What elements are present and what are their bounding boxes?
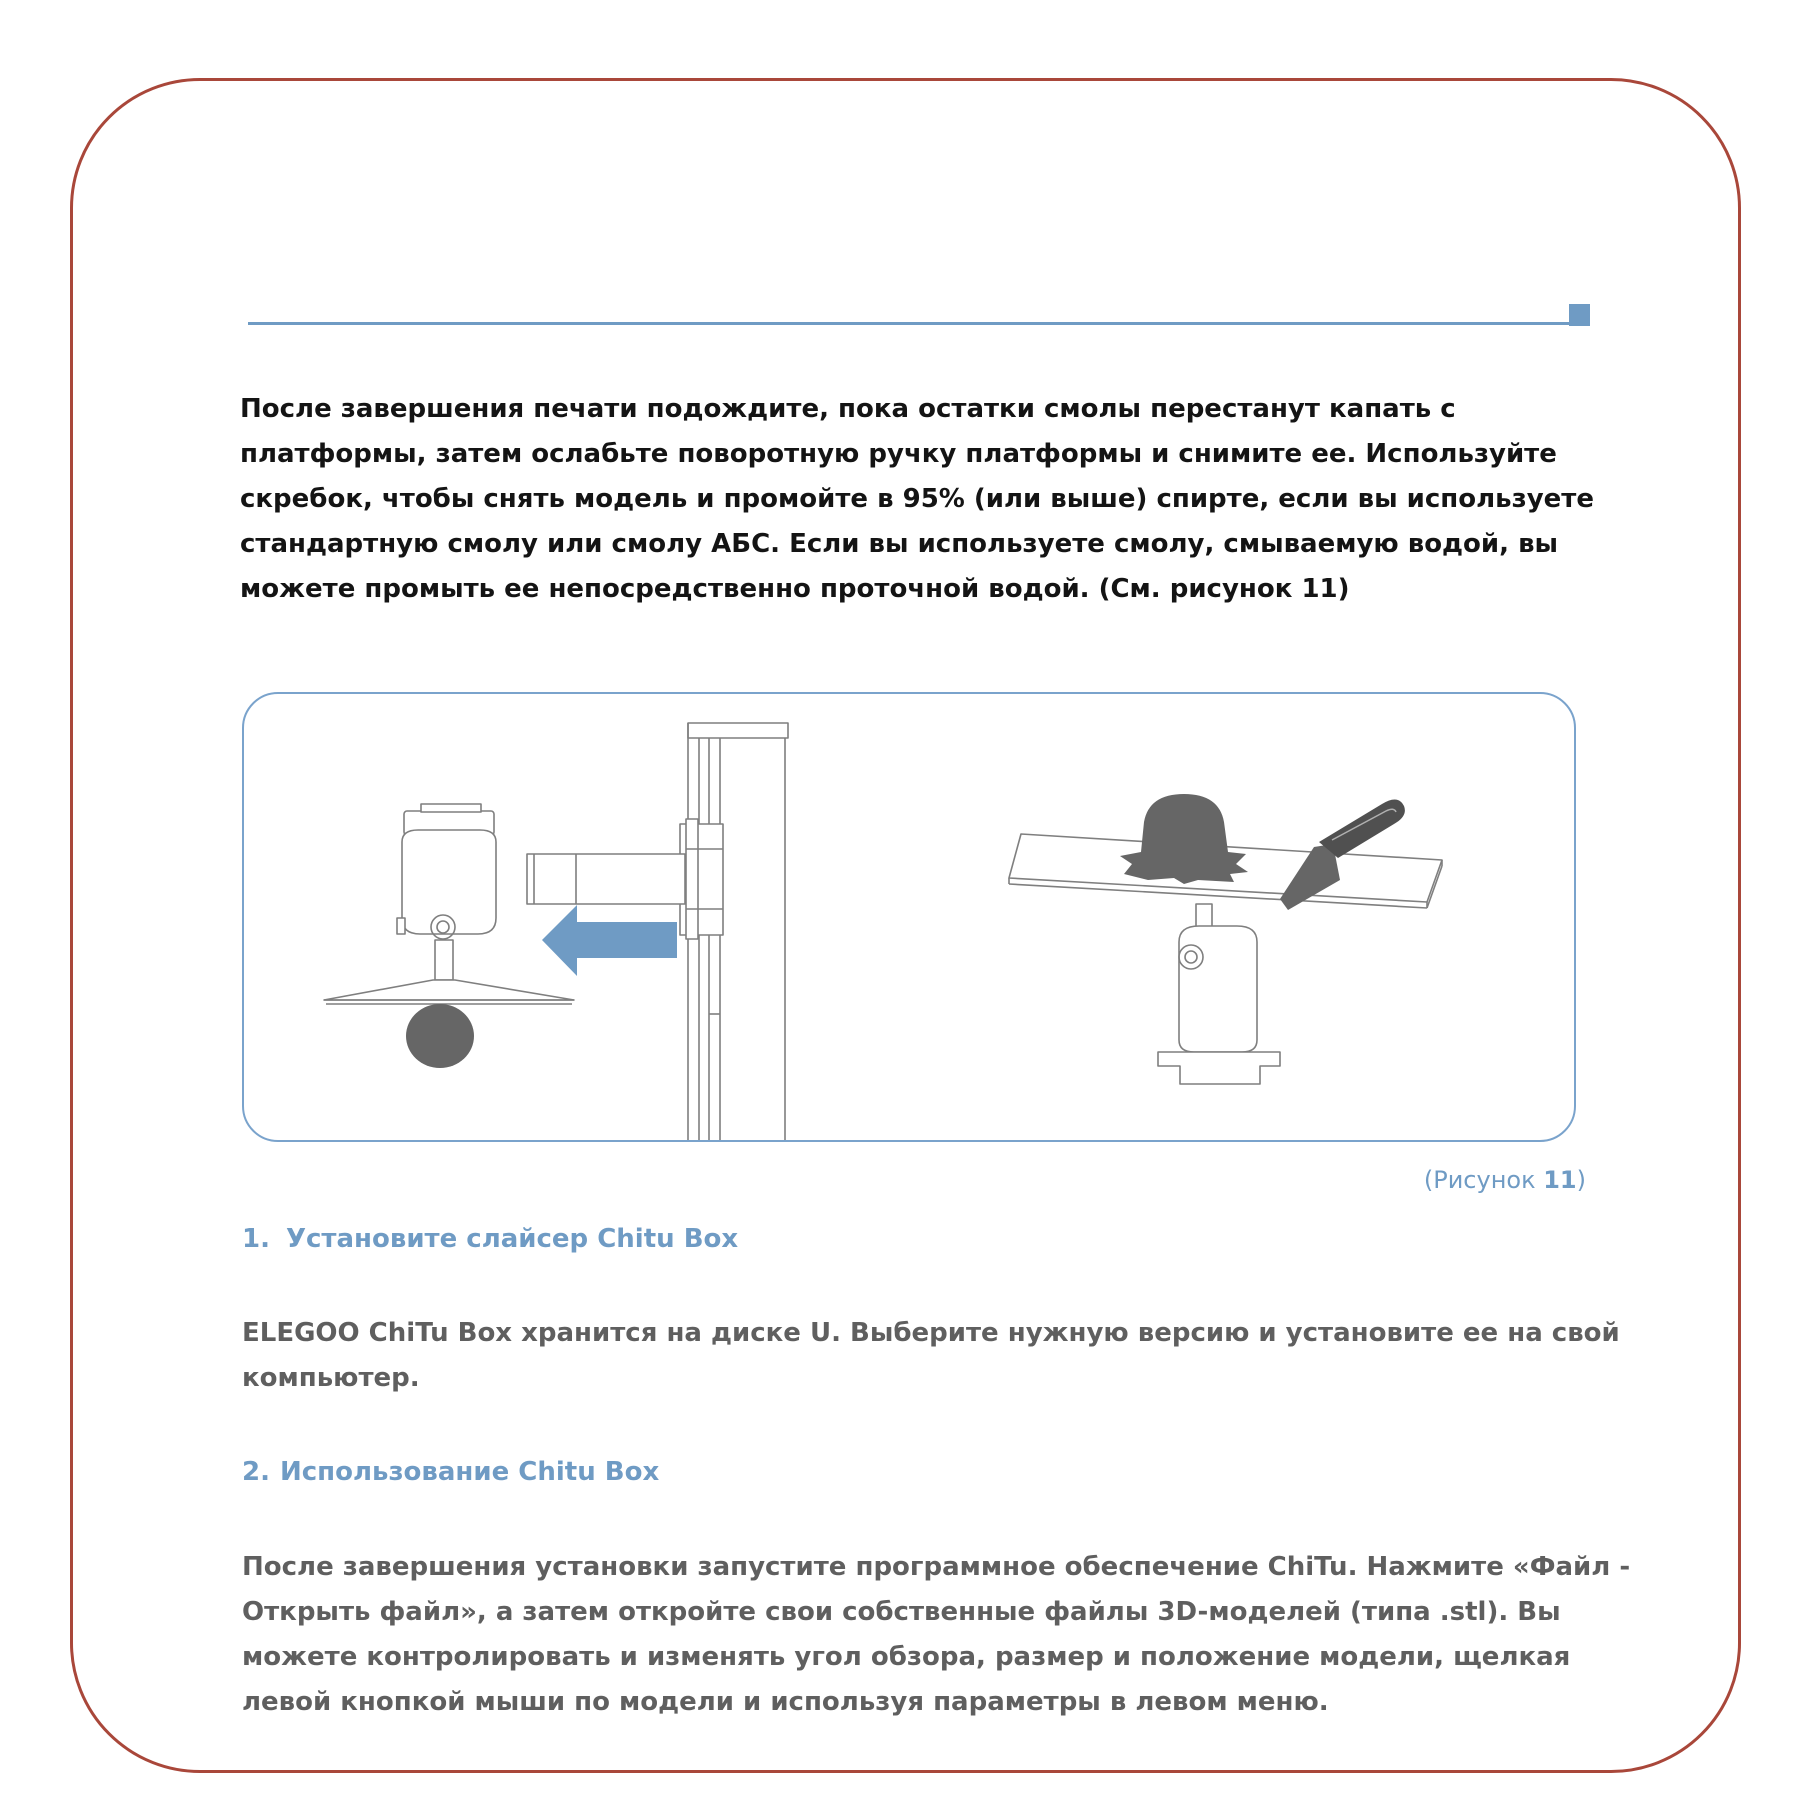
intro-paragraph: После завершения печати подождите, пока остатки смолы перестанут капать с платформы, затем ослабьте поворотную ручку платформы и снимите ее. Используйте скребок, чтобы снять модель и промойте в 95% (или выше) спирте, если вы используете стандартную смолу или смолу АБС. Если вы используете смолу, смываемую водой, вы можете промыть ее непосредственно проточной водой. (См. рисунок 11): [240, 394, 1594, 604]
section-2-number: 2.: [242, 1457, 270, 1487]
section-1-title: Установите слайсер Chitu Box: [285, 1224, 739, 1254]
section-2-body: После завершения установки запустите программное обеспечение ChiTu. Нажмите «Файл - Открыть файл», а затем откройте свои собственные файлы 3D-моделей (типа .stl). Вы можете контролировать и изменять угол обзора, размер и положение модели, щелкая левой кнопкой мыши по модели и используя параметры в левом меню.: [242, 1552, 1631, 1717]
section-1-heading: [242, 1224, 738, 1254]
figure-caption: (Рисунок 11): [1423, 1166, 1586, 1194]
section-2-heading: [242, 1457, 659, 1487]
header-rule: [248, 322, 1579, 325]
header-rule-marker: [1569, 304, 1590, 326]
printed-models: [406, 794, 1248, 1068]
figure-11: [242, 692, 1576, 1142]
section-1-number: 1.: [242, 1224, 270, 1254]
section-1-body: ELEGOO ChiTu Box хранится на диске U. Выберите нужную версию и установите ее на свой компьютер.: [242, 1318, 1620, 1393]
figure-11-illustration: [244, 694, 1576, 1142]
platform-arm: [527, 854, 685, 904]
printer-column: [680, 723, 788, 1142]
removal-arrow-icon: [542, 905, 677, 976]
section-2-title: Использование Chitu Box: [279, 1457, 660, 1487]
